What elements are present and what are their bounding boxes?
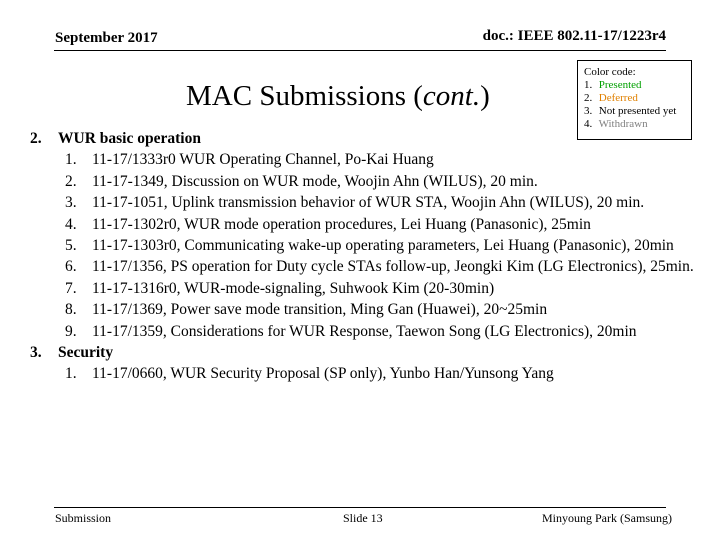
color-code-num: 2. [584,92,593,104]
section-number: 2. [30,130,42,147]
item-number: 1. [65,151,77,169]
item-text: 11-17/1333r0 WUR Operating Channel, Po-Kai Huang [92,151,434,169]
section-title: Security [58,344,114,362]
list-item [30,278,712,299]
color-code-list [578,79,691,131]
color-code-heading: Color code: [584,66,636,78]
color-code-num: 3. [584,105,593,117]
item-text: 11-17/1356, PS operation for Duty cycle STAs follow-up, Jeongki Kim (LG Electronics), 25min. [92,258,694,276]
item-text: 11-17/1359, Considerations for WUR Response, Taewon Song (LG Electronics), 20min [92,322,637,340]
footer-slide-number: Slide 13 [343,511,383,525]
list-item [30,149,712,170]
list-item [30,363,712,384]
item-number: 8. [65,301,77,319]
color-code-num: 1. [584,79,593,91]
footer-submission: Submission [55,511,112,525]
color-code-item [584,79,691,92]
footer-divider [54,507,666,508]
section-heading [30,342,712,363]
footer-author: Minyoung Park (Samsung) [542,511,672,525]
color-code-item [584,105,691,118]
item-text: 11-17-1316r0, WUR-mode-signaling, Suhwook Kim (20-30min) [92,279,495,297]
header-date: September 2017 [55,30,158,46]
slide-content [30,128,712,385]
item-number: 2. [65,172,77,190]
list-item [30,192,712,213]
item-text: 11-17-1303r0, Communicating wake-up operating parameters, Lei Huang (Panasonic), 20min [92,237,674,255]
list-item [30,214,712,235]
slide-title [186,80,490,113]
item-number: 5. [65,237,77,255]
item-text: 11-17-1302r0, WUR mode operation procedures, Lei Huang (Panasonic), 25min [92,215,591,233]
section-heading [30,128,712,149]
item-number: 1. [65,365,77,383]
item-text: 11-17-1349, Discussion on WUR mode, Woojin Ahn (WILUS), 20 min. [92,172,538,190]
color-code-label: Withdrawn [598,118,648,130]
list-item [30,299,712,320]
item-number: 7. [65,279,77,297]
item-number: 4. [65,215,77,233]
color-code-label: Presented [598,79,642,91]
title-tail: ) [480,80,490,112]
list-item [30,171,712,192]
color-code-item [584,92,691,105]
list-item [30,256,712,277]
title-italic: cont. [422,80,481,112]
item-text: 11-17-1051, Uplink transmission behavior of WUR STA, Woojin Ahn (WILUS), 20 min. [92,194,645,212]
header-divider [54,50,666,51]
item-number: 9. [65,322,77,340]
color-code-label: Not presented yet [598,105,677,117]
section-number: 3. [30,344,42,362]
list-item [30,235,712,256]
item-number: 3. [65,194,77,212]
item-text: 11-17/0660, WUR Security Proposal (SP only), Yunbo Han/Yunsong Yang [92,365,554,383]
color-code-num: 4. [584,118,593,130]
color-code-label: Deferred [598,92,638,104]
item-number: 6. [65,258,77,276]
item-text: 11-17/1369, Power save mode transition, Ming Gan (Huawei), 20~25min [92,301,548,319]
header-doc-id: doc.: IEEE 802.11-17/1223r4 [482,28,666,44]
title-main: MAC Submissions ( [186,80,423,112]
section-title: WUR basic operation [58,130,201,147]
list-item [30,321,712,342]
